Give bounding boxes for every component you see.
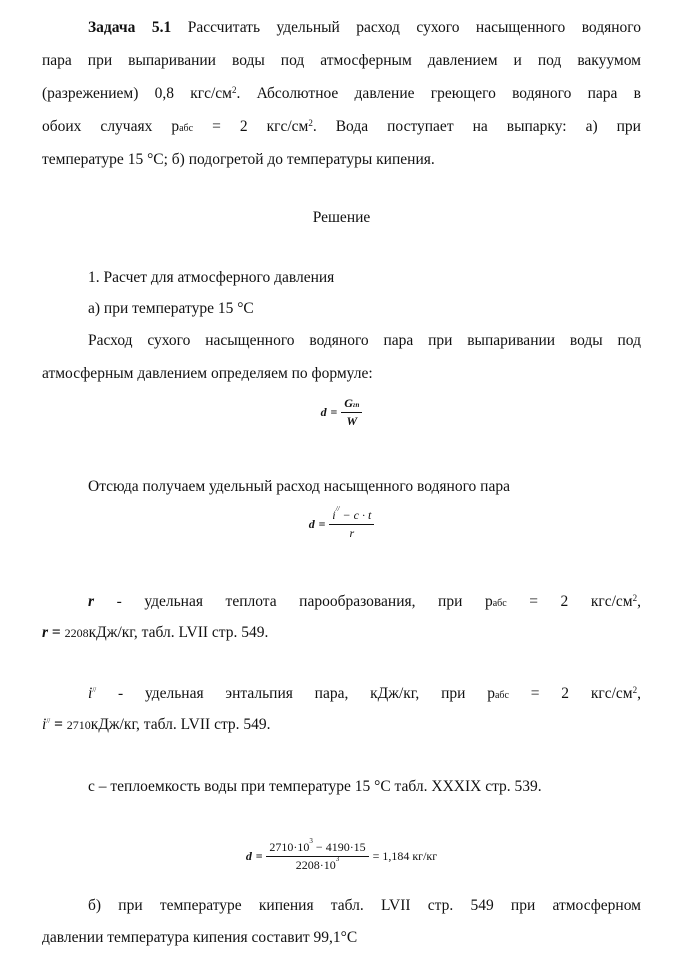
paragraph-1-line-1: Расход сухого насыщенного водяного пара при выпаривании воды под xyxy=(88,332,641,349)
i-definition-line-2: i// = 2710кДж/кг, табл. LVII стр. 549. xyxy=(42,716,271,733)
formula-specific-consumption: d = $\frac{i^{//} - c \cdot t}{r}$ xyxy=(42,508,641,541)
part-b-line-1: б) при температуре кипения табл. LVII стр. 549 при атмосферном xyxy=(88,897,641,914)
r-definition-line-2: r = 2208кДж/кг, табл. LVII стр. 549. xyxy=(42,624,269,641)
section-1a-title: а) при температуре 15 °С xyxy=(88,300,254,317)
paragraph-2: Отсюда получаем удельный расход насыщенного водяного пара xyxy=(88,478,510,495)
problem-label: Задача 5.1 xyxy=(88,19,172,36)
problem-line-1: Задача 5.1 Рассчитать удельный расход сухого насыщенного водяного xyxy=(88,19,642,36)
i-definition-line-1: i// - удельная энтальпия пара, кДж/кг, при рабс = 2 кгс/$см^2$, xyxy=(88,685,641,702)
part-b-line-2: давлении температура кипения составит 99,1°С xyxy=(42,929,358,946)
c-definition: с – теплоемкость воды при температуре 15 °С табл. XXXIX стр. 539. xyxy=(88,778,542,795)
problem-line-2: пара при выпаривании воды под атмосферным давлением и под вакуумом xyxy=(42,52,641,69)
section-1-title: 1. Расчет для атмосферного давления xyxy=(88,269,335,286)
r-definition-line-1: r - удельная теплота парообразования, при рабс = 2 кгс/$см^2$, xyxy=(88,593,641,610)
problem-line-3: (разрежением) 0,8 кгс/$см^2$. Абсолютное давление греющего водяного пара в xyxy=(42,85,641,102)
formula-numeric-result: d = $\frac{2710\cdot 10^3 - 4190\cdot 15}{2208\cdot 10^3}$ = 1,184 кг/кг xyxy=(245,837,438,872)
problem-line-5: температуре 15 °С; б) подогретой до температуры кипения. xyxy=(42,151,435,168)
paragraph-1-line-2: атмосферным давлением определяем по формуле: xyxy=(42,365,373,382)
formula-d-definition: d = $\frac{\text{Gгп}}{W}$ xyxy=(42,396,641,429)
problem-line-4: обоих случаях рабс = 2 кгс/$см^2$. Вода поступает на выпарку: а) при xyxy=(42,118,641,135)
solution-heading: Решение xyxy=(312,209,371,226)
